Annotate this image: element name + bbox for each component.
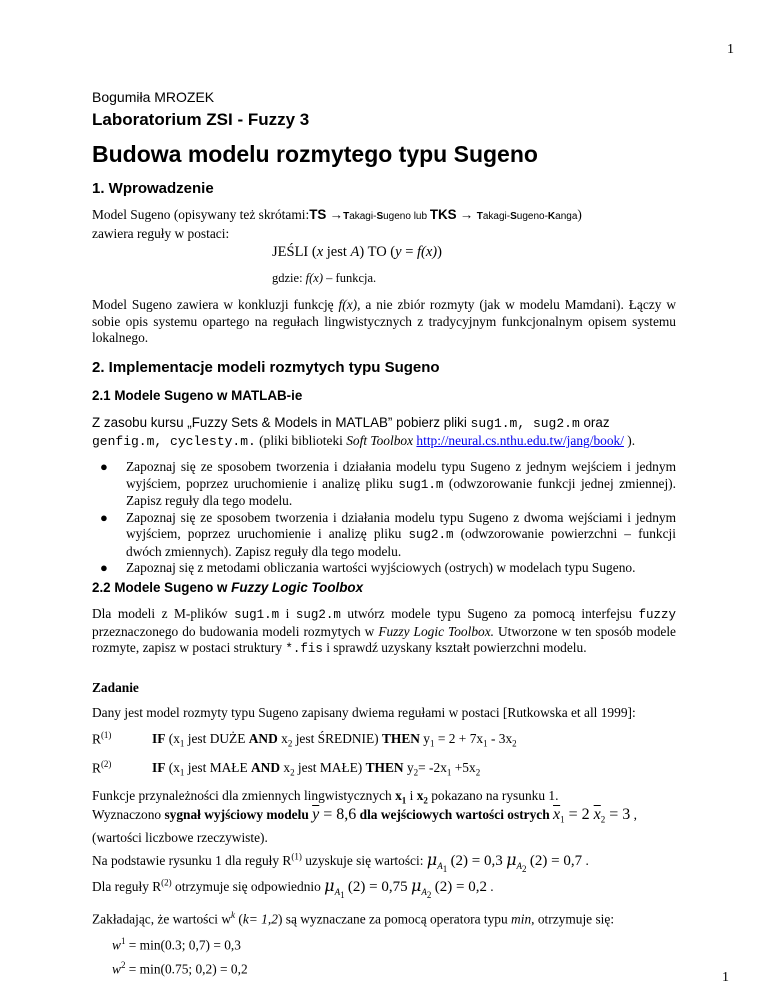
- section-2-2-paragraph: Dla modeli z M-plików sug1.m i sug2.m utwórz modele typu Sugeno za pomocą interfejsu fuzzy przeznaczonego do budowania modeli rozmytych w Fuzzy Logic Toolbox. Utworzone w ten sposób modele rozmyte, zapisz w postaci struktury *.fis i sprawdź uzyskany kształt powierzchni modelu.: [92, 606, 676, 656]
- zadanie-heading: Zadanie: [92, 680, 139, 695]
- rule-2-label: $R^{(2)}$: [92, 759, 112, 776]
- output-signal-note: Wyznaczono sygnał wyjściowy modelu $\overline{y} = 8,6$ dla wejściowych wartości ostrych $\overline{x}_1 = 2$ $\overline{x}_2 = 3$ , (wartości liczbowe rzeczywiste).: [92, 806, 638, 845]
- membership-functions-note: Funkcje przynależności dla zmiennych lingwistycznych $x_1$ i $x_2$ pokazano na rysunku 1.: [92, 788, 559, 806]
- section-2-heading: 2. Implementacje modeli rozmytych typu Sugeno: [92, 359, 440, 376]
- rule-2-values: Dla reguły $R^{(2)}$ otrzymuje się odpowiednio $\mu_{A_1}$ (2) = 0,75 $\mu_{A_2}$ (2) = 0,2 .: [92, 876, 494, 900]
- section-2-1-heading: 2.1 Modele Sugeno w MATLAB-ie: [92, 388, 303, 403]
- section-2-2-heading: 2.2 Modele Sugeno w Fuzzy Logic Toolbox: [92, 580, 364, 595]
- intro-paragraph: Model Sugeno (opisywany też skrótami:TS →Takagi-Sugeno lub TKS → Takagi-Sugeno-Kanga) zawiera reguły w postaci:: [92, 207, 582, 241]
- bullet-icon: ●: [100, 509, 108, 525]
- rule-1-label: $R^{(1)}$: [92, 730, 112, 747]
- task-list: [92, 459, 676, 577]
- sugeno-description-paragraph: Model Sugeno zawiera w konkluzji funkcję f(x), a nie zbiór rozmyty (jak w modelu Mamdani). Łączy w sobie opis systemu opartego na regułach lingwistycznych z tradycyjnym funkcjonalnym opisem systemu lokalnego.: [92, 297, 677, 345]
- page-number-top: 1: [727, 42, 734, 57]
- gdzie-note: gdzie: f(x) – funkcja.: [272, 271, 377, 285]
- list-item: ● Zapoznaj się z metodami obliczania wartości wyjściowych (ostrych) w modelach typu Sugeno.: [100, 560, 636, 575]
- section-2-1-paragraph: Z zasobu kursu „Fuzzy Sets & Models in MATLAB” pobierz pliki sug1.m, sug2.m oraz genfig.m, cyclesty.m. (pliki biblioteki Soft Toolbox http://neural.cs.nthu.edu.tw/jang/book/ ).: [92, 415, 636, 449]
- min-operator-note: Zakładając, że wartości $w^k$ (k= 1,2) są wyznaczane za pomocą operatora typu min, otrzymuje się:: [92, 910, 615, 927]
- soft-toolbox-link[interactable]: http://neural.cs.nthu.edu.tw/jang/book/: [416, 433, 624, 448]
- w1-value: $w^1 = \min(0.3$; 0,7) = 0,3: [112, 936, 241, 953]
- page-number-bottom: 1: [722, 970, 729, 985]
- bullet-icon: ●: [100, 459, 108, 474]
- bullet-icon: ●: [100, 560, 108, 575]
- rule-form: JEŚLI (x jest A) TO (y = f(x)): [272, 244, 442, 260]
- rule-2: IF ($x_1$ jest MAŁE AND $x_2$ jest MAŁE) THEN $y_2= -2x_1 +5x_2$: [152, 760, 481, 778]
- lab-title: Laboratorium ZSI - Fuzzy 3: [92, 110, 310, 129]
- rule-1: IF ($x_1$ jest DUŻE AND $x_2$ jest ŚREDNIE) THEN $y_1 = 2 + 7x_1 - 3x_2$: [152, 731, 517, 749]
- main-title: Budowa modelu rozmytego typu Sugeno: [92, 141, 538, 167]
- w2-value: $w^2 = \min(0.75$; 0,2) = 0,2: [112, 960, 248, 977]
- list-item: ● Zapoznaj się ze sposobem tworzenia i działania modelu typu Sugeno z jednym wejściem i jednym wyjściem, poprzez uruchomienie i analizę pliku sug1.m (odwzorowanie funkcji jednej zmiennej). Zapisz reguły dla tego modelu.: [100, 459, 676, 508]
- author: Bogumiła MROZEK: [92, 89, 215, 105]
- rule-1-values: Na podstawie rysunku 1 dla reguły $R^{(1)}$ uzyskuje się wartości: $\mu_{A_1}$ (2) = 0,3 $\mu_{A_2}$ (2) = 0,7 .: [92, 850, 589, 874]
- list-item: ● Zapoznaj się ze sposobem tworzenia i działania modelu typu Sugeno z dwoma wejściami i jednym wyjściem, poprzez uruchomienie i analizę pliku sug2.m (odwzorowanie powierzchni – funkcji dwóch zmiennych). Zapisz reguły dla tego modelu.: [100, 509, 676, 559]
- section-1-heading: 1. Wprowadzenie: [92, 180, 214, 197]
- zadanie-intro: Dany jest model rozmyty typu Sugeno zapisany dwiema regułami w postaci [Rutkowska et all 1999]:: [92, 705, 636, 720]
